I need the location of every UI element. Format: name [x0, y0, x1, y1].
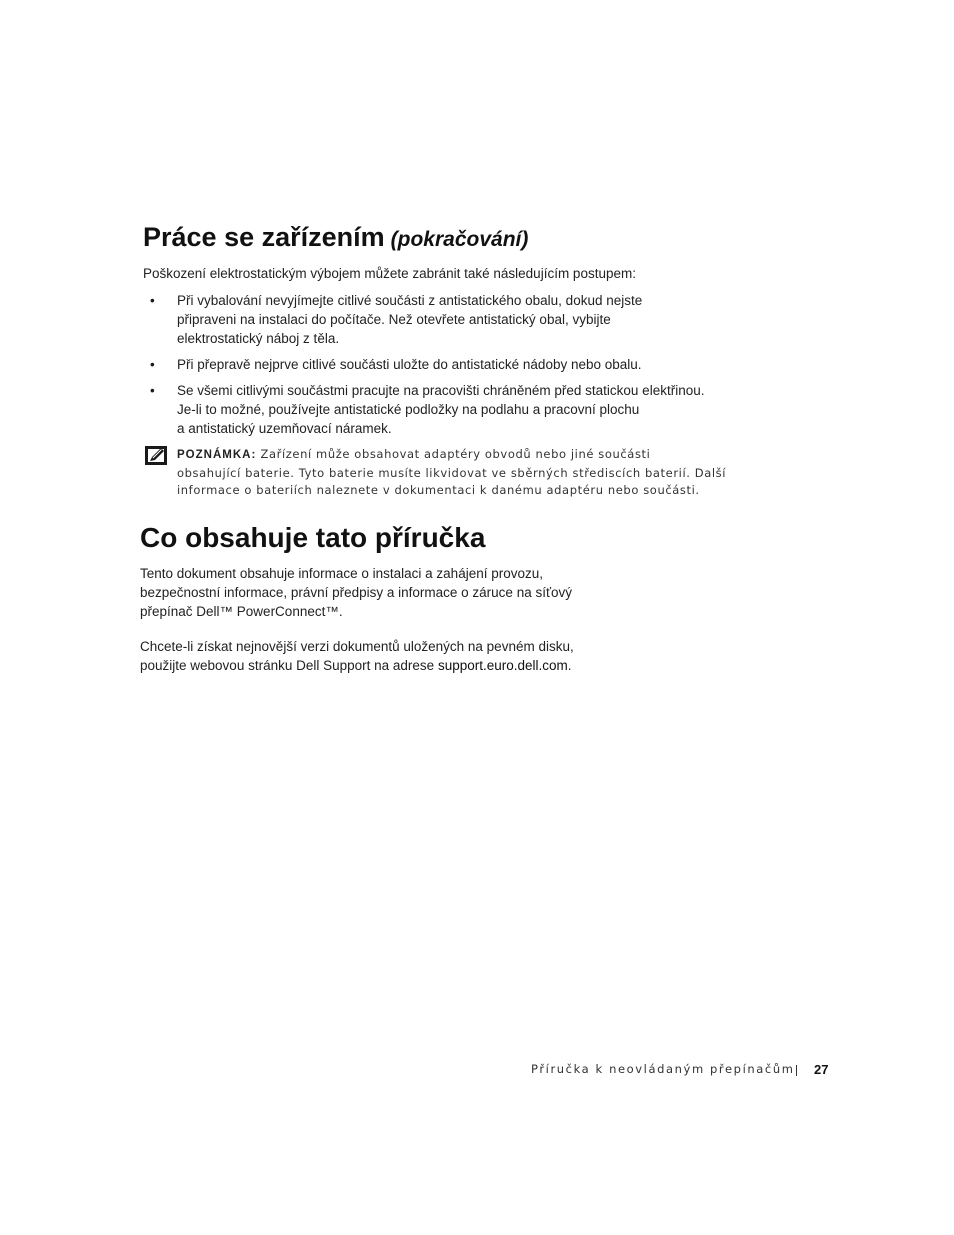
note-text [177, 446, 726, 500]
paragraph-line: Tento dokument obsahuje informace o instalaci a zahájení provozu, [140, 566, 543, 581]
footer-divider [796, 1065, 797, 1076]
intro-paragraph: Poškození elektrostatickým výbojem můžete zabránit také následujícím postupem: [143, 266, 636, 281]
note-line: obsahující baterie. Tyto baterie musíte likvidovat ve sběrných střediscích baterií. Další [177, 465, 727, 480]
support-link[interactable]: support.euro.dell.com [437, 658, 568, 673]
paragraph-line: bezpečnostní informace, právní předpisy a informace o záruce na síťový [140, 585, 573, 600]
note-pencil-icon [145, 446, 167, 465]
bullet-marker: • [150, 293, 155, 308]
guide-contents-paragraph [140, 564, 572, 621]
bullet-line: elektrostatický náboj z těla. [177, 331, 340, 346]
note-line: Zařízení může obsahovat adaptéry obvodů nebo jiné součásti [260, 447, 651, 461]
heading-title: Práce se zařízením [143, 222, 385, 252]
heading-continued: (pokračování) [390, 228, 529, 251]
bullet-item [143, 291, 642, 348]
note-label: POZNÁMKA: [177, 449, 257, 461]
bullet-line: Se všemi citlivými součástmi pracujte na pracovišti chráněném před statickou elektřinou. [177, 383, 705, 398]
bullet-item [143, 381, 704, 438]
paragraph-line: Chcete-li získat nejnovější verzi dokumentů uložených na pevném disku, [140, 639, 574, 654]
bullet-line: Při vybalování nevyjímejte citlivé součásti z antistatického obalu, dokud nejste [177, 293, 643, 308]
section-heading-device-handling [143, 222, 528, 253]
bullet-line: připraveni na instalaci do počítače. Než otevřete antistatický obal, vybijte [177, 312, 611, 327]
page-number: 27 [814, 1062, 829, 1077]
page-footer [531, 1062, 831, 1080]
bullet-line: Při přepravě nejprve citlivé součásti uložte do antistatické nádoby nebo obalu. [177, 357, 642, 372]
bullet-line: Je-li to možné, používejte antistatické podložky na podlahu a pracovní plochu [177, 402, 640, 417]
bullet-marker: • [150, 383, 155, 398]
paragraph-line: použijte webovou stránku Dell Support na adrese [140, 658, 438, 673]
footer-title: Příručka k neovládaným přepínačům [531, 1062, 795, 1076]
bullet-marker: • [150, 357, 155, 372]
note-line: informace o bateriích naleznete v dokumentaci k danému adaptéru nebo součásti. [177, 483, 700, 497]
link-suffix: . [567, 658, 572, 673]
section-heading-guide-contents: Co obsahuje tato příručka [140, 522, 486, 553]
bullet-item [143, 355, 642, 374]
bullet-line: a antistatický uzemňovací náramek. [177, 421, 392, 436]
paragraph-line: přepínač Dell™ PowerConnect™. [140, 604, 343, 619]
latest-docs-paragraph [140, 637, 574, 675]
